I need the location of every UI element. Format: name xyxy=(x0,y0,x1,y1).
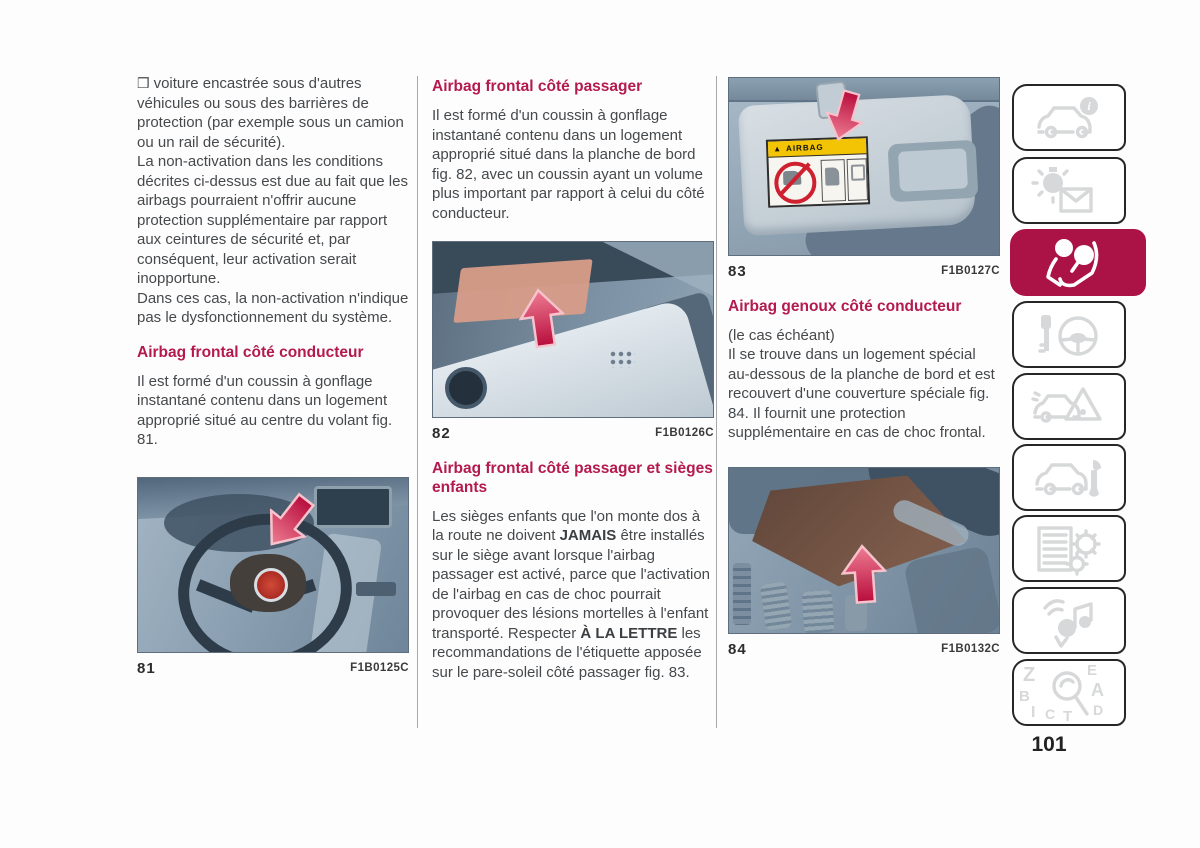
paragraph: Les sièges enfants que l'on monte dos à la route ne doivent JAMAIS être installés sur le siège avant lorsque l'airbag passager est activé, parce que l'activation de l'airbag en cas de choc pourrait provoquer des lésions mortelles à l'enfant transporté. Respecter À LA LETTRE les recommandations de l'étiquette apposée sur le pare-soleil côté passager fig. 83. xyxy=(432,507,711,681)
paragraph: La non-activation dans les conditions décrites ci-dessus est due au fait que les airbags pourraient n'offrir aucune protection supplémentaire par rapport aux ceintures de sécurité et, par conséquent, leur activation serait inopportune. xyxy=(137,153,408,287)
emphasis-a-la-lettre: À LA LETTRE xyxy=(580,624,678,642)
warning-triangle-icon: ▲ xyxy=(772,143,782,154)
sidebar-tab-servicing[interactable] xyxy=(1012,444,1126,511)
column-divider xyxy=(716,76,717,728)
section-heading-driver-airbag: Airbag frontal côté conducteur xyxy=(137,343,364,361)
paragraph: Il est formé d'un coussin à gonflage instantané contenu dans un logement approprié situé au centre du volant fig. 81. xyxy=(137,372,393,448)
car-wrench-icon xyxy=(1031,452,1107,504)
figure-code: F1B0126C xyxy=(655,427,714,439)
sidebar-tab-technical-data[interactable] xyxy=(1012,515,1126,582)
figure-number: 83 xyxy=(728,263,747,280)
prohibition-icon xyxy=(774,161,817,204)
sidebar-tab-multimedia[interactable] xyxy=(1012,587,1126,654)
figure-83 xyxy=(728,77,1000,282)
arrow-icon xyxy=(839,542,889,605)
list-bullet-icon: ❒ xyxy=(137,75,150,91)
figure-number: 84 xyxy=(728,640,747,658)
magnifier-icon xyxy=(1045,668,1095,720)
figure-code: F1B0132C xyxy=(941,642,1000,655)
figure-number: 81 xyxy=(137,659,156,677)
emphasis-jamais: JAMAIS xyxy=(559,527,617,544)
figure-code: F1B0125C xyxy=(350,661,409,674)
figure-84 xyxy=(728,467,1000,660)
paragraph: Dans ces cas, la non-activation n'indique pas le dysfonctionnement du système. xyxy=(137,289,409,326)
column-divider xyxy=(417,76,418,728)
page-number: 101 xyxy=(1031,733,1067,756)
car-info-icon xyxy=(1031,93,1107,143)
key-steering-wheel-icon xyxy=(1031,309,1107,361)
car-warning-triangle-icon xyxy=(1031,381,1107,433)
svg-text:i: i xyxy=(1087,98,1091,113)
alphabetical-index-icon: Z E B A I C T D xyxy=(1019,661,1104,725)
figure-code: F1B0127C xyxy=(941,265,1000,277)
section-heading-child-seats: Airbag frontal côté passager et sièges enfants xyxy=(432,459,713,496)
section-heading-knee-airbag: Airbag genoux côté conducteur xyxy=(728,297,962,315)
figure-81 xyxy=(137,477,409,679)
figure-81-image xyxy=(137,477,409,653)
fiat-badge xyxy=(254,568,288,602)
text-column-1 xyxy=(137,74,409,678)
pedal xyxy=(802,590,835,634)
section-heading-passenger-airbag: Airbag frontal côté passager xyxy=(432,78,643,95)
sun-message-icon xyxy=(1031,165,1107,217)
paragraph: (le cas échéant) xyxy=(728,326,835,344)
sidebar-tab-index[interactable] xyxy=(1012,659,1126,726)
airbag-label-text: AIRBAG xyxy=(785,142,824,153)
music-navigation-icon xyxy=(1031,594,1107,648)
airbag-warning-label xyxy=(766,136,870,208)
figure-83-image xyxy=(728,77,1000,256)
sidebar-tab-safety-active[interactable] xyxy=(1010,229,1146,296)
paragraph: Il se trouve dans un logement spécial au-dessous de la planche de bord et est recouvert d'une couverture spéciale fig. 84. Il fournit une protection supplémentaire en cas de choc frontal. xyxy=(728,346,995,441)
figure-84-image xyxy=(728,467,1000,634)
text-column-3 xyxy=(728,74,1000,659)
sidebar-tab-starting-driving[interactable] xyxy=(1012,301,1126,368)
figure-82-image xyxy=(432,241,714,418)
figure-82 xyxy=(432,241,714,444)
text-column-2 xyxy=(432,74,714,682)
paragraph: Il est formé d'un coussin à gonflage instantané contenu dans un logement approprié situé dans la planche de bord fig. 82, avec un coussin ayant un volume plus important par rapport à celui du côté conducteur. xyxy=(432,107,705,222)
sidebar-tab-vehicle-knowledge[interactable] xyxy=(1012,84,1126,151)
paragraph: ❒ voiture encastrée sous d'autres véhicules ou sous des barrières de protection (par exemple sous un camion ou un rail de sécurité). xyxy=(137,75,404,151)
specifications-gears-icon xyxy=(1031,522,1107,576)
sidebar-tab-instrument-panel[interactable] xyxy=(1012,157,1126,224)
sidebar-tab-emergency[interactable] xyxy=(1012,373,1126,440)
arrow-icon xyxy=(515,285,569,351)
figure-number: 82 xyxy=(432,425,451,442)
airbag-occupant-icon xyxy=(1042,237,1114,289)
